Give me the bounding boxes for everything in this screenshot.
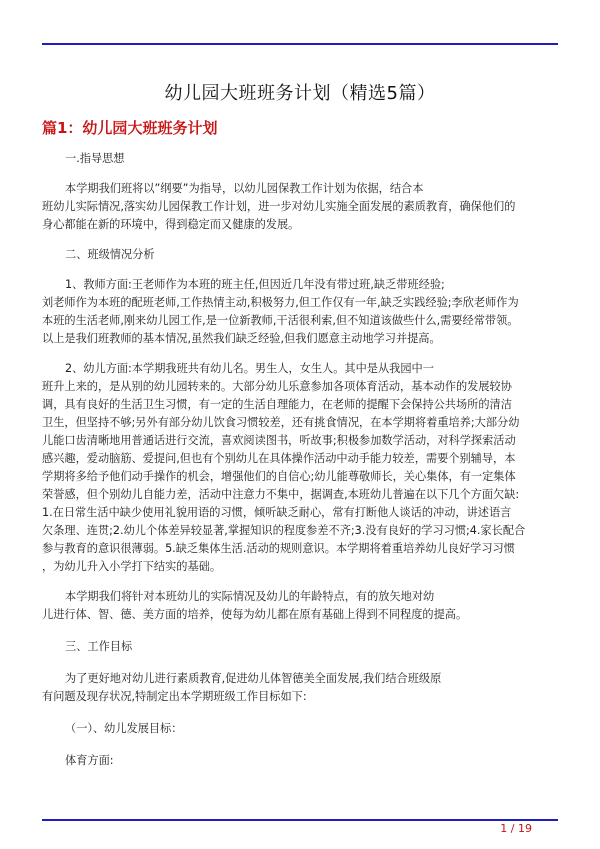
text-line: 班幼儿实际情况,落实幼儿园保教工作计划，进一步对幼儿实施全面发展的素质教育，确保他们的 bbox=[42, 200, 516, 213]
text-line: 本班的生活老师,刚来幼儿园工作,是一位新教师,干活很利索,但不知道该做些什么,需要经常带领。 bbox=[42, 314, 519, 327]
page-number: 1 / 19 bbox=[500, 822, 532, 835]
text-line: 调，具有良好的生活卫生习惯，有一定的生活自理能力，在老师的提醒下会保持公共场所的清洁 bbox=[42, 398, 512, 411]
text-line: 以上是我们班教师的基本情况,虽然我们缺乏经验,但我们愿意主动地学习并提高。 bbox=[42, 332, 441, 345]
text-line: 本学期我们班将以”纲要”为指导，以幼儿园保教工作计划为依据，结合本 bbox=[65, 182, 424, 195]
text-line: 卫生，但坚持不够;另外有部分幼儿饮食习惯较差，还有挑食情况，在本学期将着重培养;大部分幼 bbox=[42, 416, 520, 429]
paragraph-semester-plan bbox=[42, 588, 560, 624]
text-line: 刘老师作为本班的配班老师,工作热情主动,积极努力,但工作仅有一年,缺乏实践经验;李欣老师作为 bbox=[42, 296, 519, 309]
paragraph-work-goals bbox=[42, 670, 560, 706]
text-line: 儿进行体、智、德、美方面的培养，使每为幼儿都在原有基础上得到不同程度的提高。 bbox=[42, 608, 468, 621]
document-body bbox=[42, 150, 560, 770]
heading-physical-education: 体育方面: bbox=[65, 754, 114, 767]
heading-guiding-ideology: 一.指导思想 bbox=[65, 152, 125, 165]
heading-work-goals: 三、工作目标 bbox=[65, 640, 133, 653]
text-line: 荣誉感，但个别幼儿自能力差，活动中注意力不集中，据调查,本班幼儿普遍在以下几个方面欠缺: bbox=[42, 488, 520, 501]
heading-class-analysis: 二、班级情况分析 bbox=[65, 248, 155, 261]
header-rule bbox=[42, 43, 558, 45]
text-line: 1、教师方面:王老师作为本班的班主任,但因近几年没有带过班,缺乏带班经验; bbox=[65, 278, 445, 291]
text-line: 儿能口齿清晰地用普通话进行交流，喜欢阅读图书，听故事;积极参加数学活动，对科学探索活动 bbox=[42, 434, 516, 447]
text-line: 学期将多给予他们动手操作的机会，增强他们的自信心;幼儿能尊敬师长，关心集体，有一定集体 bbox=[42, 470, 516, 483]
text-line: 感兴趣，爱动脑筋、爱提问,但也有个别幼儿在具体操作活动中动手能力较差，需要个别辅导，本 bbox=[42, 452, 516, 465]
text-line: ，为幼儿升入小学打下结实的基础。 bbox=[42, 560, 222, 573]
text-line: 为了更好地对幼儿进行素质教育,促进幼儿体智德美全面发展,我们结合班级原 bbox=[65, 672, 442, 685]
text-line: 本学期我们将针对本班幼儿的实际情况及幼儿的年龄特点，有的放矢地对幼 bbox=[65, 590, 435, 603]
paragraph-guiding-ideology bbox=[42, 180, 560, 234]
text-line: 2、幼儿方面:本学期我班共有幼儿名。男生人，女生人。其中是从我园中一 bbox=[65, 362, 434, 375]
text-line: 班升上来的，是从别的幼儿园转来的。大部分幼儿乐意参加各项体育活动，基本动作的发展较协 bbox=[42, 380, 512, 393]
document-title: 幼儿园大班班务计划（精选5篇） bbox=[164, 83, 436, 104]
footer-rule bbox=[42, 819, 558, 821]
heading-child-development-goals: （一）、幼儿发展目标： bbox=[65, 722, 183, 735]
text-line: 身心都能在新的环境中，得到稳定而又健康的发展。 bbox=[42, 218, 300, 231]
text-line: 参与教育的意识很薄弱。5.缺乏集体生活.活动的规则意识。本学期将着重培养幼儿良好学习习惯 bbox=[42, 542, 515, 555]
text-line: 有问题及现存状况,特制定出本学期班级工作目标如下: bbox=[42, 690, 307, 703]
text-line: 1.在日常生活中缺少使用礼貌用语的习惯，倾听缺乏耐心，常有打断他人谈话的冲动，讲述语言 bbox=[42, 506, 512, 519]
section-title: 篇1：幼儿园大班班务计划 bbox=[42, 119, 218, 137]
text-line: 欠条理、连贯;2.幼儿个体差异较显著,掌握知识的程度参差不齐;3.没有良好的学习习惯;4.家长配合 bbox=[42, 524, 526, 537]
paragraph-teachers bbox=[42, 276, 560, 348]
paragraph-children bbox=[42, 360, 560, 576]
